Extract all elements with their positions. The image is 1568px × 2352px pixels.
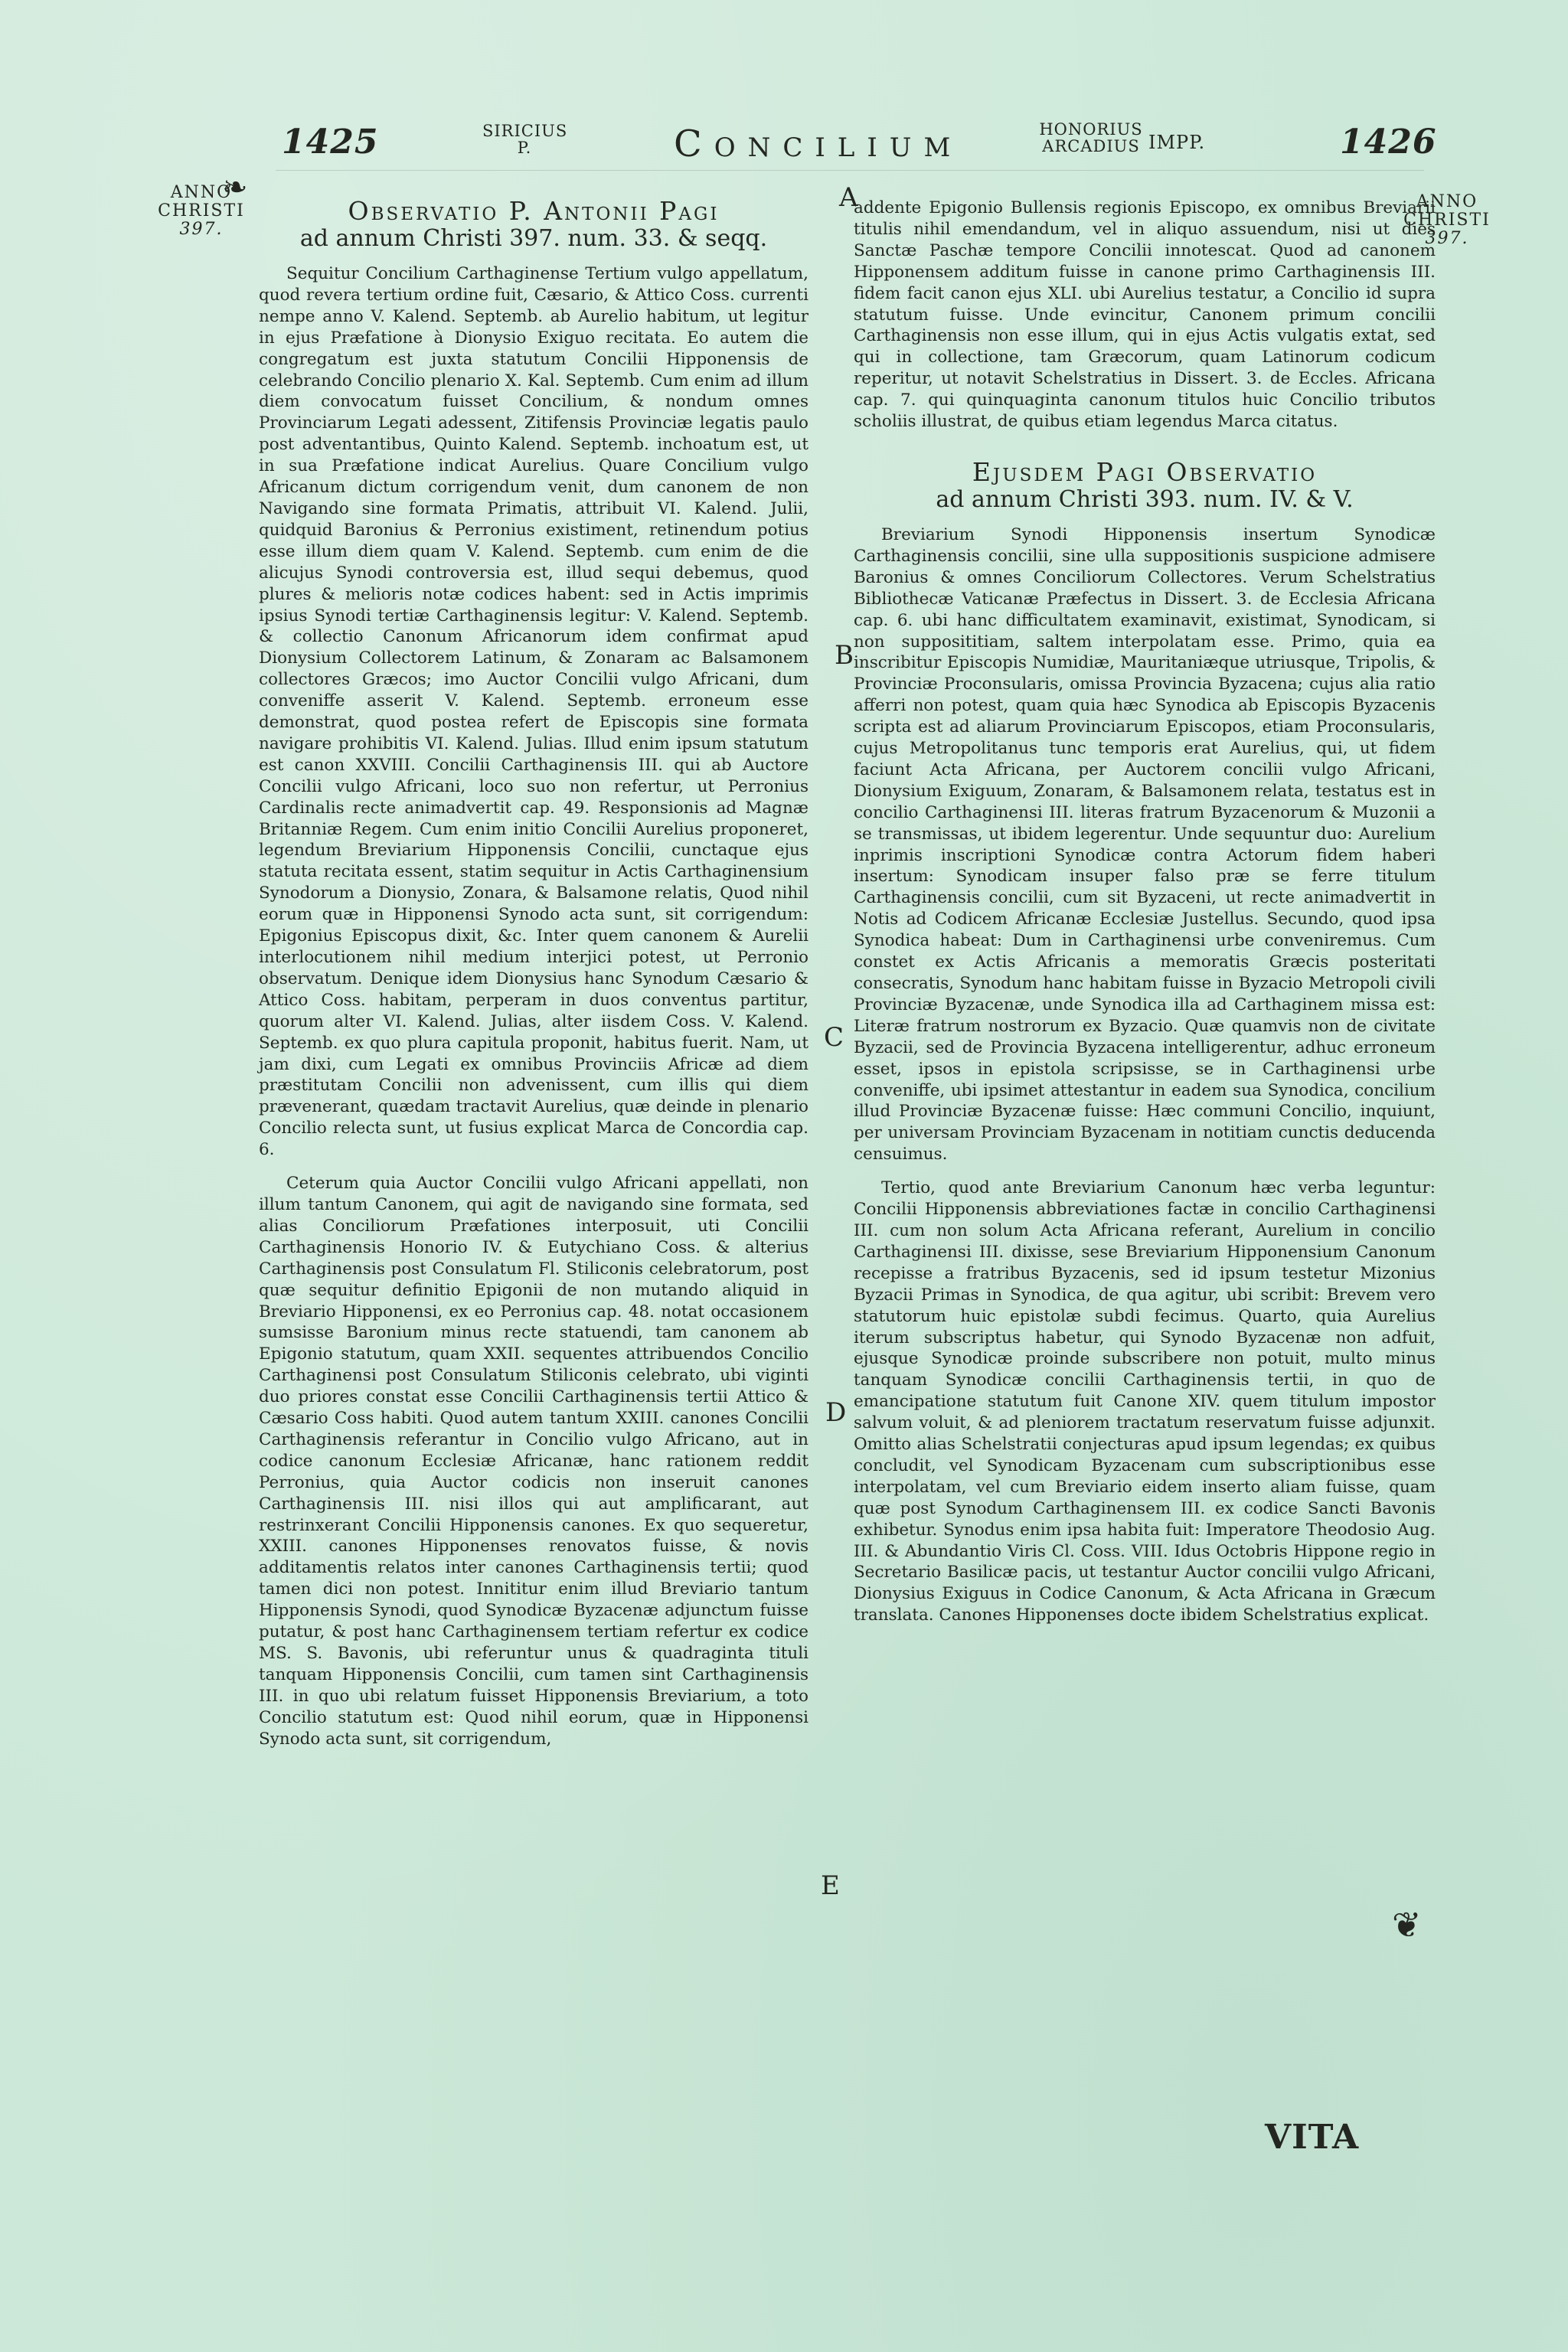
margin-year: 397. [179,220,224,239]
page-number-left: 1425 [282,122,379,162]
section-heading: Ejusdem Pagi Observatio [972,456,1318,487]
paragraph: Ceterum quia Auctor Concilii vulgo Africani appellati, non illum tantum Canonem, qui agit de navigando sine formata, sed alias Conciliorum Præfationes interposuit, uti Concilii Carthaginensis Honorio IV. & Eutychiano Coss. & alterius Carthaginensis post Consulatum Fl. Stiliconis celebratorum, post quæ sequitur definitio Epigonii de non mutando aliquid in Breviario Hipponensi, ex eo Perronius cap. 48. notat occasionem sumsisse Baronium minus recte statuendi, tam canonem ab Epigonio statutum, quam XXII. sequentes attribuendos Concilio Carthaginensi post Consulatum Stiliconis celebrato, ubi viginti duo priores constat esse Concilii Carthaginensis tertii Attico & Cæsario Coss habiti. Quod autem tantum XXIII. canones Concilii Carthaginensis referantur in Concilio vulgo Africano, aut in codice canonum Ecclesiæ Africanæ, hanc rationem reddit Perronius, quia Auctor codicis non inseruit canones Carthaginensis III. nisi illos qui aut amplificarant, aut restrinxerant Concilii Hipponensis canones. Ex quo sequeretur, XXIII. canones Hipponenses renovatos fuisse, & novis additamentis relatos inter canones Carthaginensis tertii; quod tamen dici non potest. Innititur enim illud Breviario tantum Hipponensis Synodi, quod Synodicæ Byzacenæ adjunctum fuisse putatur, & post hanc Carthaginensem tertiam refertur ex codice MS. S. Bavonis, ubi referuntur unus & quadraginta tituli tanquam Hipponensis Concilii, cum tamen sint Carthaginensis III. in quo ubi relatum fuisset Hipponensis Breviarium, a toto Concilio statutum est: Quod nihil eorum, quæ in Hipponensi Synodo acta sunt, sit corrigendum, [259,1174,808,1749]
margin-anno: ANNO [1416,192,1478,211]
margin-christi: CHRISTI [158,201,245,220]
margin-letter-b: B [835,640,854,671]
margin-christi: CHRISTI [1403,211,1491,230]
emperor-honorius: HONORIUS [1039,120,1143,139]
left-column [259,198,808,1750]
pope-name [482,122,567,156]
margin-letter-c: C [824,1022,844,1053]
section-heading: Observatio P. Antonii Pagi [348,196,720,226]
emperors-title: IMPP. [1148,132,1206,153]
fleuron-ornament-icon: ❦ [1392,1904,1422,1945]
page-number-right: 1426 [1340,122,1437,162]
section-subheading: ad annum Christi 397. num. 33. & seqq. [299,225,768,252]
margin-letter-e: E [821,1870,840,1901]
pope-title-line: P. [517,139,532,157]
margin-letter-d: D [825,1397,847,1428]
paragraph-continued: addente Epigonio Bullensis regionis Episcopo, ex omnibus Breviarii titulis nihil emendandum, vel in aliquo assuendum, nisi ut dies Sanctæ Paschæ tempore Concilii innotescat. Quod ad canonem Hipponensem additum fuisse in canone primo Carthaginensis III. fidem facit canon ejus XLI. ubi Aurelius testatur, a Concilio id supra statutum fuisse. Unde evincitur, Canonem primum concilii Carthaginensis non esse illum, qui in ejus Actis vulgatis extat, sed qui in collectione, tam Græcorum, quam Latinorum codicum reperitur, ut notavit Schelstratius in Dissert. 3. de Eccles. Africana cap. 7. qui quinquaginta canonum titulos huic Concilio tributos scholiis illustrat, de quibus etiam legendus Marca citatus. [854,198,1436,432]
running-title: Concilium [674,122,963,165]
catchword: VITA [1265,2118,1360,2157]
emperors-names [1034,121,1148,155]
paragraph: Breviarium Synodi Hipponensis insertum Synodicæ Carthaginensis concilii, sine ulla suppositionis suspicione admisere Baronius & omnes Conciliorum Collectores. Verum Schelstratius Bibliothecæ Vaticanæ Præfectus in Dissert. 3. de Ecclesia Africana cap. 6. ubi hanc difficultatem examinavit, existimat, Synodicam, si non supposititiam, saltem interpolatam esse. Primo, quia ea inscribitur Episcopis Numidiæ, Mauritaniæque utriusque, Tripolis, & Provinciæ Proconsularis, omissa Provincia Byzacena; cujus alia ratio afferri non potest, quam quia hæc Synodica ab Episcopis Byzacenis scripta est ad aliarum Provinciarum Episcopos, etiam Proconsularis, cujus Metropolitanus tunc temporis erat Aurelius, qui, ut fidem faciunt Acta Africana, per Auctorem concilii vulgo Africani, Dionysium Exiguum, Zonaram, & Balsamonem relata, testatus est in concilio Carthaginensi III. literas fratrum Byzacenorum & Muzonii a se transmissas, ut ibidem legerentur. Unde sequuntur duo: Aurelium inprimis inscriptioni Synodicæ contra Actorum fidem haberi insertum: Synodicam insuper falso præ se ferre titulum Carthaginensis concilii, cum sit Byzaceni, ut recte animadvertit in Notis ad Codicem Africanæ Ecclesiæ Justellus. Secundo, quod ipsa Synodica habeat: Dum in Carthaginensi urbe conveniremus. Cum constet ex Actis Africanis a memoratis Græcis posteritati consecratis, Synodum hanc habitam fuisse in Byzacio Metropoli civili Provinciæ Byzacenæ, unde Synodica illa ad Carthaginem missa est: Literæ fratrum nostrorum ex Byzacio. Quæ quamvis non de civitate Byzacii, sed de Provincia Byzacena intelligerentur, adhuc erroneum esset, ipsos in epistola scripsisse, se in Carthaginensi urbe conveniffe, ubi ipsimet attestantur in eadem sua Synodica, concilium illud Provinciæ Byzacenæ fuisse: Hæc communi Concilio, inquiunt, per universam Provinciam Byzacenam in notitiam cunctis deducenda censuimus. [854,524,1436,1165]
right-column [854,198,1436,1626]
paragraph: Tertio, quod ante Breviarium Canonum hæc verba leguntur: Concilii Hipponensis abbreviationes factæ in concilio Carthaginensi III. cum non solum Acta Africana referant, Aurelium in concilio Carthaginensi III. dixisse, sese Breviarium Hipponensium Canonum recepisse a fratribus Byzacenis, sed id ipsum testetur Mizonius Byzacii Primas in Synodica, de qua agitur, ubi scribit: Brevem vero statutorum huic epistolæ subdi fecimus. Quarto, quia Aurelius iterum subscriptus habetur, qui Synodo Byzacenæ non adfuit, ejusque Synodicæ proinde subscribere non potuit, multo minus tanquam Synodicæ concilii Carthaginensis tertii, in quo de emancipatione statutum fuit Canone XIV. quem titulum impostor salvum voluit, & ad pleniorem tractatum reservatum fuisse adjunxit. Omitto alias Schelstratii conjecturas apud ipsum legendas; ex quibus concludit, vel Synodicam Byzacenam cum subscriptionibus esse interpolatam, vel cum Breviario eidem inserto aliam fuisse, quam quæ post Synodum Carthaginensem III. ex codice Sancti Bavonis exhibetur. Synodus enim ipsa habita fuit: Imperatore Theodosio Aug. III. & Abundantio Viris Cl. Coss. VIII. Idus Octobris Hippone regio in Secretario Basilicæ pacis, ut testantur Auctor concilii vulgo Africani, Dionysius Exiguus in Codice Canonum, & Acta Africana in Græcum translata. Canones Hipponenses docte ibidem Schelstratius explicat. [854,1178,1436,1625]
fleuron-ornament-icon: ❧ [222,170,248,205]
header-rule [276,170,1424,171]
margin-anno: ANNO [170,183,233,202]
emperor-arcadius: ARCADIUS [1042,137,1140,155]
margin-letter-a: A [839,182,858,213]
paragraph: Sequitur Concilium Carthaginense Tertium vulgo appellatum, quod revera tertium ordine fuit, Cæsario, & Attico Coss. currenti nempe anno V. Kalend. Septemb. ab Aurelio habitum, ut legitur in ejus Præfatione à Dionysio Exiguo recitata. Eo autem die congregatum est juxta statutum Concilii Hipponensis de celebrando Concilio plenario X. Kal. Septemb. Cum enim ad illum diem convocatum fuisset Concilium, & nondum omnes Provinciarum Legati adessent, Zitifensis Provinciæ legatis paulo post adventantibus, Quinto Kalend. Septemb. inchoatum est, ut in sua Præfatione indicat Aurelius. Quare Concilium vulgo Africanum dictum corrigendum venit, dum canonem de non Navigando sine formata Primatis, attribuit VI. Kalend. Julii, quidquid Baronius & Perronius existiment, retinendum potius esse illum diem quam V. Kalend. Septemb. cum enim de die alicujus Synodi controversia est, illud sequi debemus, quod plures & melioris notæ codices habent: sed in Actis imprimis ipsius Synodi tertiæ Carthaginensis legitur: V. Kalend. Septemb. & collectio Canonum Africanorum idem confirmat apud Dionysium Collectorem Latinum, & Zonaram ac Balsamonem collectores Græcos; imo Auctor Concilii vulgo Africani, dum conveniffe asserit V. Kalend. Septemb. erroneum esse demonstrat, quod postea refert de Episcopis sine formata navigare prohibitis VI. Kalend. Julias. Illud enim ipsum statutum est canon XXVIII. Concilii Carthaginensis III. qui ab Auctore Concilii vulgo Africani, loco suo non refertur, ut Perronius Cardinalis recte animadvertit cap. 49. Responsionis ad Magnæ Britanniæ Regem. Cum enim initio Concilii Aurelius proponeret, legendum Breviarium Hipponensis Concilii, cunctaque ejus statuta recitata essent, statim sequitur in Actis Carthaginensium Synodorum a Dionysio, Zonara, & Balsamone relatis, Quod nihil eorum quæ in Hipponensi Synodo acta sunt, sit corrigendum: Epigonius Episcopus dixit, &c. Inter quem canonem & Aurelii interlocutionem nihil medium interjici potest, ut Perronio observatum. Denique idem Dionysius hanc Synodum Cæsario & Attico Coss. habitam, perperam in duos conventus partitur, quorum alter VI. Kalend. Julias, alter iisdem Coss. V. Kalend. Septemb. ex quo plura capitula proponit, habitus fuerit. Nam, ut jam dixi, cum Legati ex omnibus Provinciis Africæ ad diem præstitutam Concilii non advenissent, cum illis qui diem prævenerant, quædam tractavit Aurelius, quæ deinde in plenario Concilio relecta sunt, ut fusius explicat Marca de Concordia cap. 6. [259,264,808,1160]
section-subheading: ad annum Christi 393. num. IV. & V. [936,485,1354,513]
margin-year: 397. [1425,229,1469,248]
pope-name-line: SIRICIUS [482,122,568,140]
